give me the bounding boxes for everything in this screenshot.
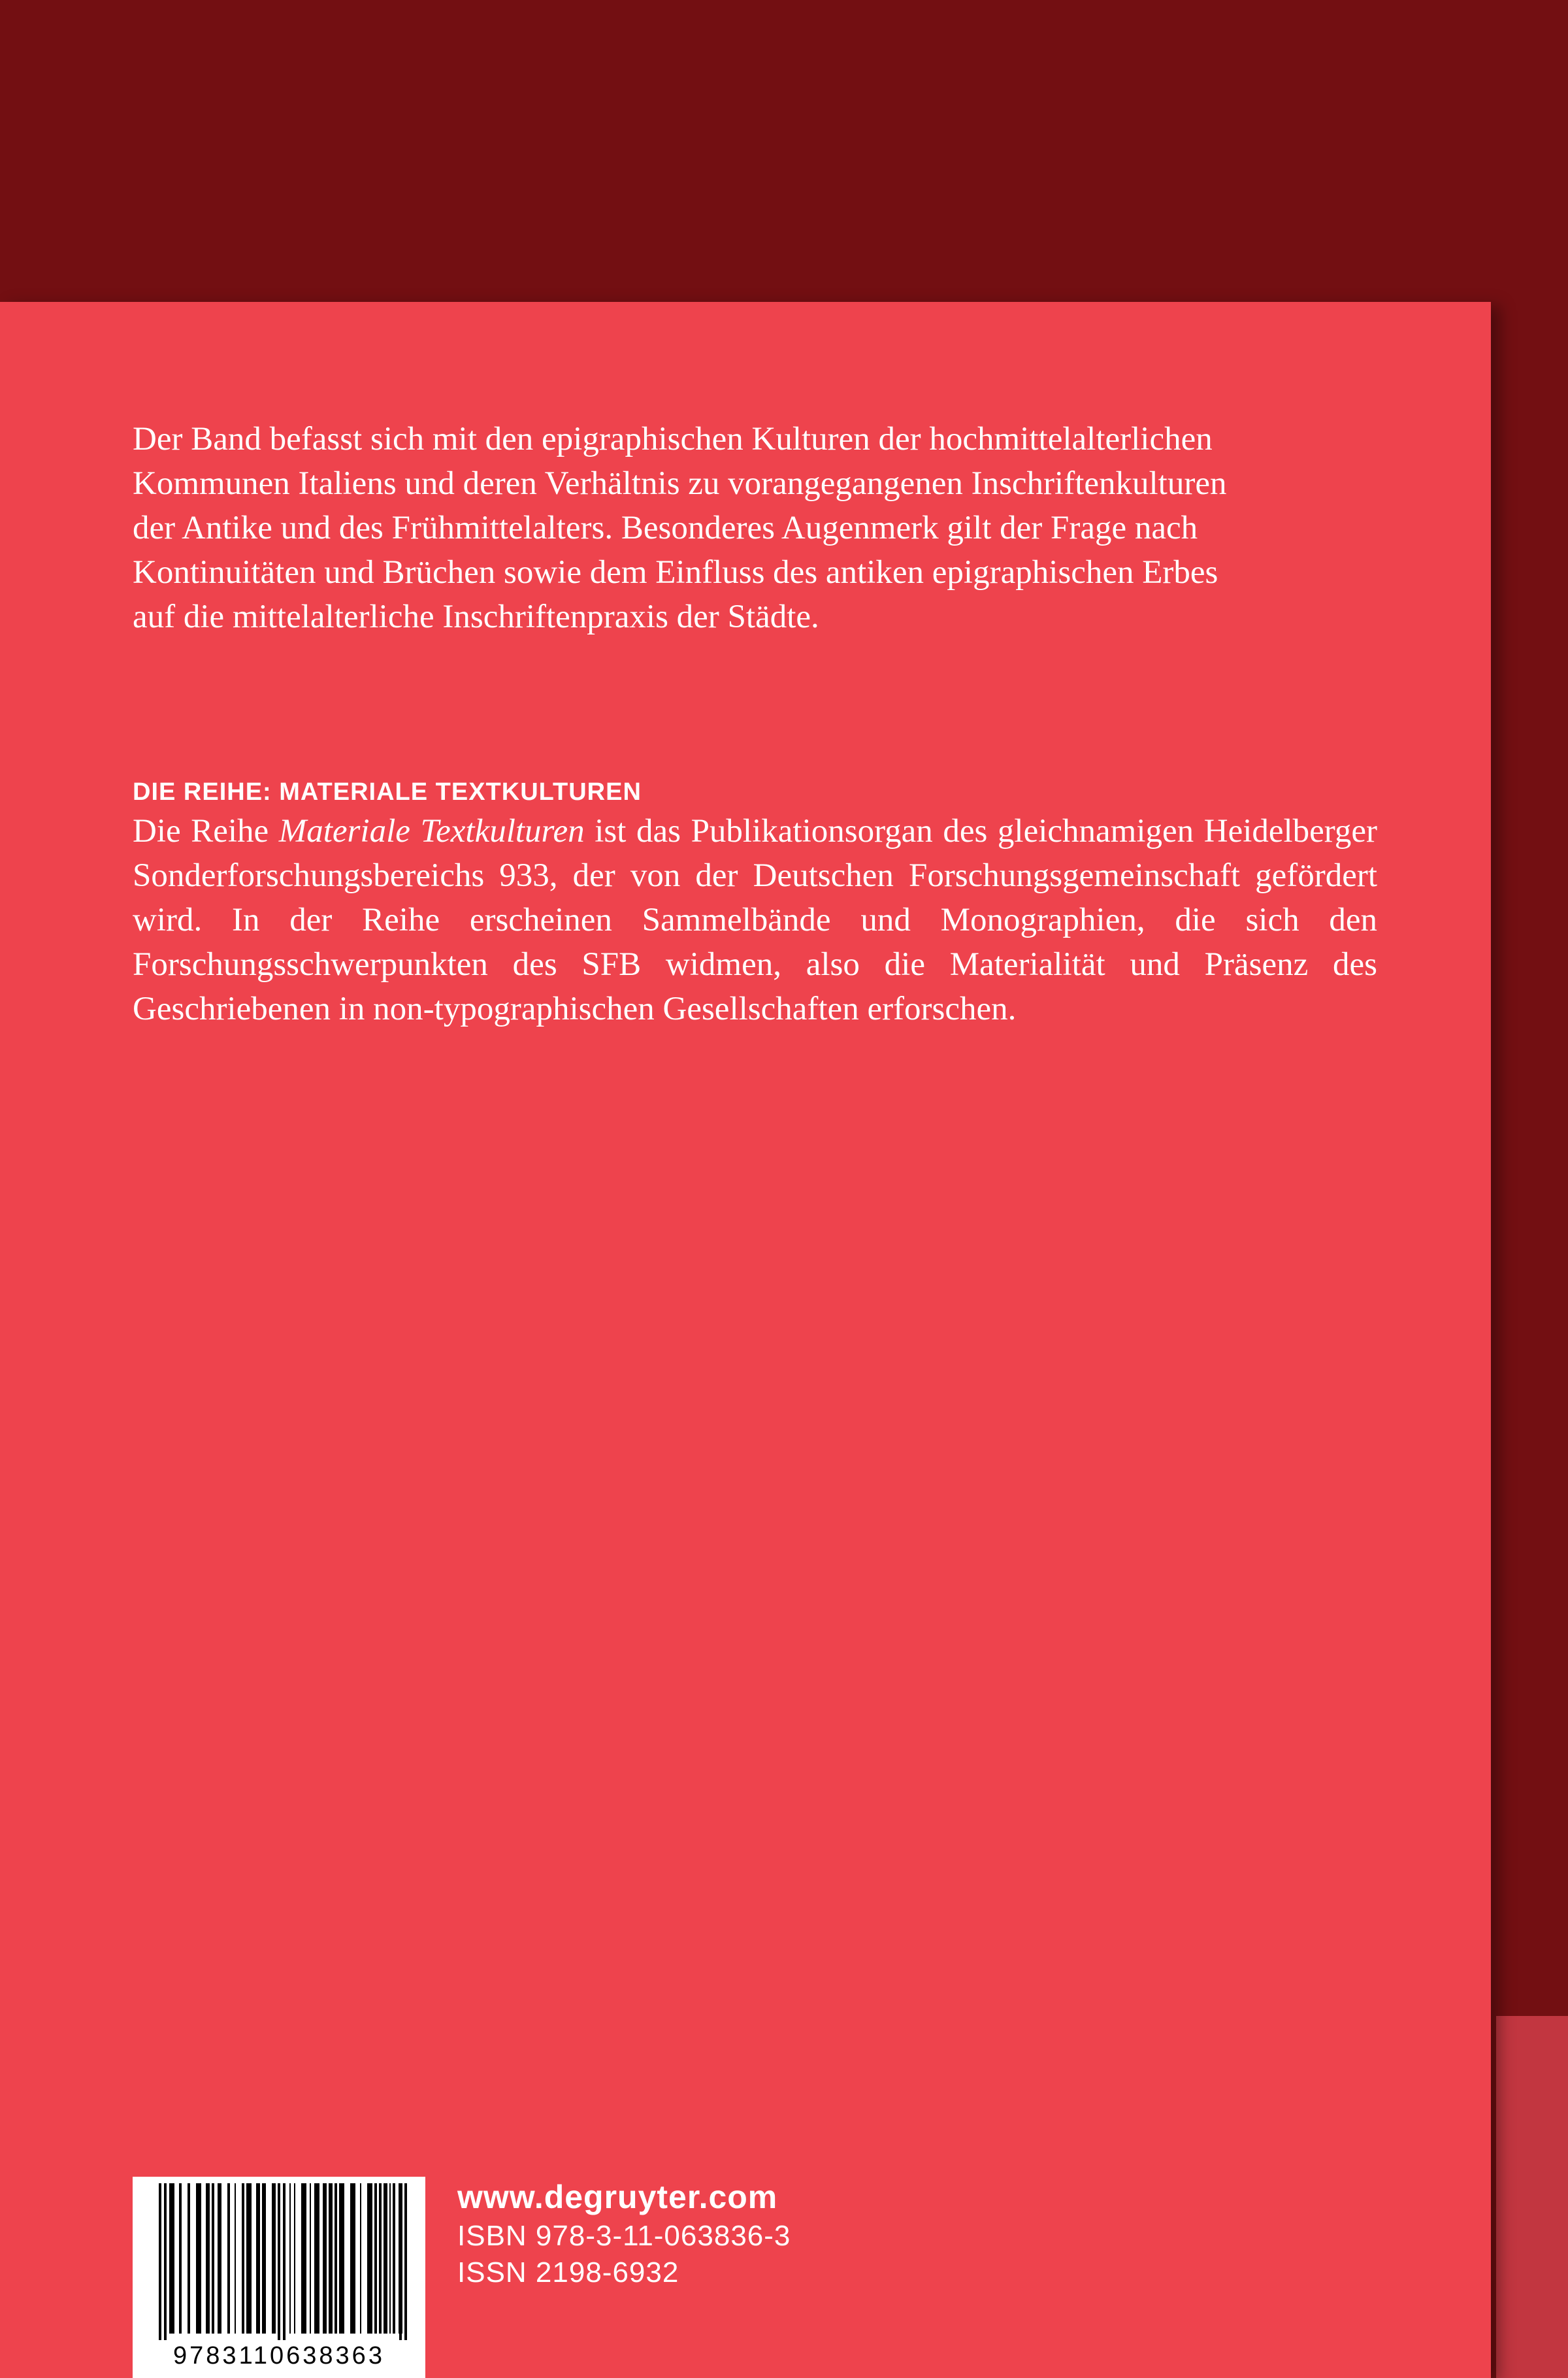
barcode-bar	[272, 2183, 276, 2334]
series-text	[133, 809, 1377, 1031]
barcode-bar	[179, 2183, 182, 2334]
blurb-line: Der Band befasst sich mit den epigraphischen Kulturen der hochmittelalterlichen	[133, 421, 1213, 457]
barcode-bar	[329, 2183, 333, 2334]
barcode-bar	[169, 2183, 174, 2334]
barcode-bar	[399, 2183, 402, 2340]
barcode-bar	[393, 2183, 395, 2334]
barcode-bar	[278, 2183, 280, 2340]
series-intro-suffix: ist das Publikationsorgan des gleichnamigen Heidelberger Sonderforschungsbereichs 933, der von der Deutschen Forschungsgemeinschaft gefördert wird. In der Reihe erscheinen Sammelbände und Monographien, die sich den Forschungsschwerpunkten des SFB widmen, also die Materialität und Präsenz des Geschriebenen in non-typographischen Gesellschaften erforschen.	[133, 813, 1377, 1027]
blurb-line: Kommunen Italiens und deren Verhältnis zu vorangegangenen Inschriftenkulturen	[133, 465, 1227, 502]
isbn-number: ISBN 978-3-11-063836-3	[457, 2220, 791, 2252]
issn-number: ISSN 2198-6932	[457, 2256, 679, 2288]
barcode-bar	[323, 2183, 327, 2334]
barcode-bar	[256, 2183, 260, 2334]
barcode-bar	[374, 2183, 377, 2334]
barcode-bar	[212, 2183, 214, 2334]
barcode-bar	[188, 2183, 190, 2334]
barcode-bar	[350, 2183, 355, 2334]
barcode-bar	[262, 2183, 266, 2334]
publisher-info	[457, 2176, 791, 2291]
barcode-bar	[404, 2183, 407, 2340]
barcode-bar	[314, 2183, 319, 2334]
spine-edge	[1496, 2016, 1568, 2378]
barcode-bar	[218, 2183, 221, 2334]
barcode-bar	[196, 2183, 201, 2334]
blurb-line: Kontinuitäten und Brüchen sowie dem Einfluss des antiken epigraphischen Erbes	[133, 554, 1218, 591]
barcode-bar	[283, 2183, 286, 2340]
barcode-bar	[360, 2183, 361, 2334]
barcode-bar	[235, 2183, 236, 2334]
barcode-bar	[246, 2183, 252, 2334]
book-blurb	[133, 417, 1374, 639]
barcode-bar	[339, 2183, 344, 2334]
barcode-bar	[164, 2183, 167, 2340]
publisher-url[interactable]: www.degruyter.com	[457, 2179, 778, 2215]
barcode-bar	[301, 2183, 306, 2334]
barcode-bar	[335, 2183, 337, 2334]
barcode-bar	[242, 2183, 244, 2334]
blurb-line: der Antike und des Frühmittelalters. Besonderes Augenmerk gilt der Frage nach	[133, 510, 1198, 546]
barcode-bar	[206, 2183, 210, 2334]
blurb-line: auf die mittelalterliche Inschriftenpraxis der Städte.	[133, 599, 819, 635]
barcode-bar	[310, 2183, 311, 2334]
barcode-bar	[379, 2183, 382, 2334]
barcode-bar	[159, 2183, 161, 2340]
series-intro-prefix: Die Reihe	[133, 813, 279, 850]
barcode-bar	[384, 2183, 387, 2334]
back-cover	[0, 302, 1491, 2378]
series-heading: DIE REIHE: MATERIALE TEXTKULTUREN	[133, 778, 642, 806]
isbn-barcode	[133, 2177, 425, 2378]
barcode-graphic	[133, 2177, 425, 2378]
barcode-digits: 9783110638363	[173, 2342, 385, 2370]
barcode-bar	[227, 2183, 230, 2334]
series-title: Materiale Textkulturen	[278, 813, 585, 850]
series-description	[133, 809, 1377, 1031]
barcode-bar	[367, 2183, 372, 2334]
barcode-bar	[294, 2183, 295, 2334]
barcode-bar	[289, 2183, 291, 2334]
barcode-bar	[389, 2183, 391, 2334]
